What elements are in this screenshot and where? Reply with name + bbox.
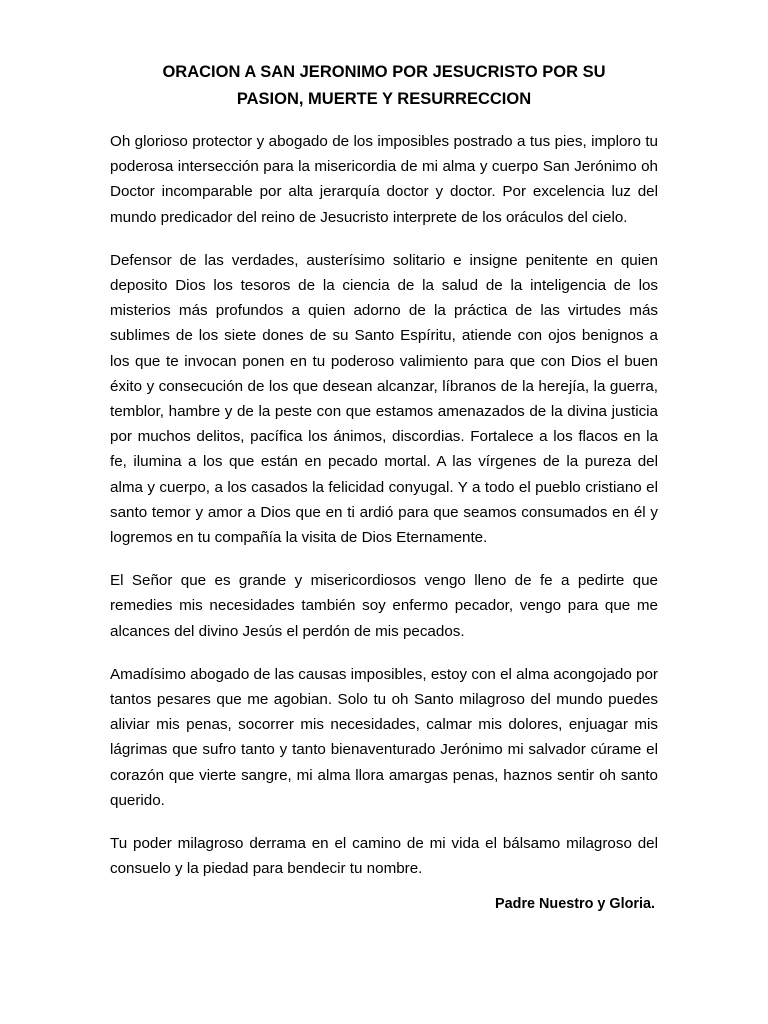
paragraph-1: Oh glorioso protector y abogado de los imposibles postrado a tus pies, imploro tu poderosa intersección para la misericordia de mi alma y cuerpo San Jerónimo oh Doctor incomparable por alta jerarquía doctor y doctor. Por excelencia luz del mundo predicador del reino de Jesucristo interprete de los oráculos del cielo. xyxy=(110,133,658,226)
closing-line: Padre Nuestro y Gloria. xyxy=(495,896,655,912)
paragraph-2: Defensor de las verdades, austerísimo solitario e insigne penitente en quien deposito Dios los tesoros de la ciencia de la salud de la inteligencia de los misterios más profundos a quien adorno de la práctica de las virtudes más sublimes de los siete dones de su Santo Espíritu, atiende con ojos benignos a los que te invocan ponen en tu poderoso valimiento para que con Dios el buen éxito y consecución de los que desean alcanzar, líbranos de la herejía, la guerra, temblor, hambre y de la peste con que estamos amenazados de la divina justicia por muchos delitos, pacífica los ánimos, discordias. Fortalece a los flacos en la fe, ilumina a los que están en pecado mortal. A las vírgenes de la pureza del alma y cuerpo, a los casados la felicidad conyugal. Y a todo el pueblo cristiano el santo temor y amor a Dios que en ti ardió para que seamos consumados en él y logremos en tu compañía la visita de Dios Eternamente. xyxy=(110,251,658,547)
paragraph-4: Amadísimo abogado de las causas imposibles, estoy con el alma acongojado por tantos pesares que me agobian. Solo tu oh Santo milagroso del mundo puedes aliviar mis penas, socorrer mis necesidades, calmar mis dolores, enjuagar mis lágrimas que sufro tanto y tanto bienaventurado Jerónimo mi salvador cúrame el corazón que vierte sangre, mi alma llora amargas penas, haznos sentir oh santo querido. xyxy=(110,665,658,809)
document-body xyxy=(110,129,658,899)
document-title-line-1: ORACION A SAN JERONIMO POR JESUCRISTO POR SU xyxy=(162,63,606,81)
paragraph-5: Tu poder milagroso derrama en el camino de mi vida el bálsamo milagroso del consuelo y la piedad para bendecir tu nombre. xyxy=(110,835,658,878)
document-title-line-2: PASION, MUERTE Y RESURRECCION xyxy=(236,90,532,108)
paragraph-3: El Señor que es grande y misericordiosos vengo lleno de fe a pedirte que remedies mis necesidades también soy enfermo pecador, vengo para que me alcances del divino Jesús el perdón de mis pecados. xyxy=(110,572,658,640)
